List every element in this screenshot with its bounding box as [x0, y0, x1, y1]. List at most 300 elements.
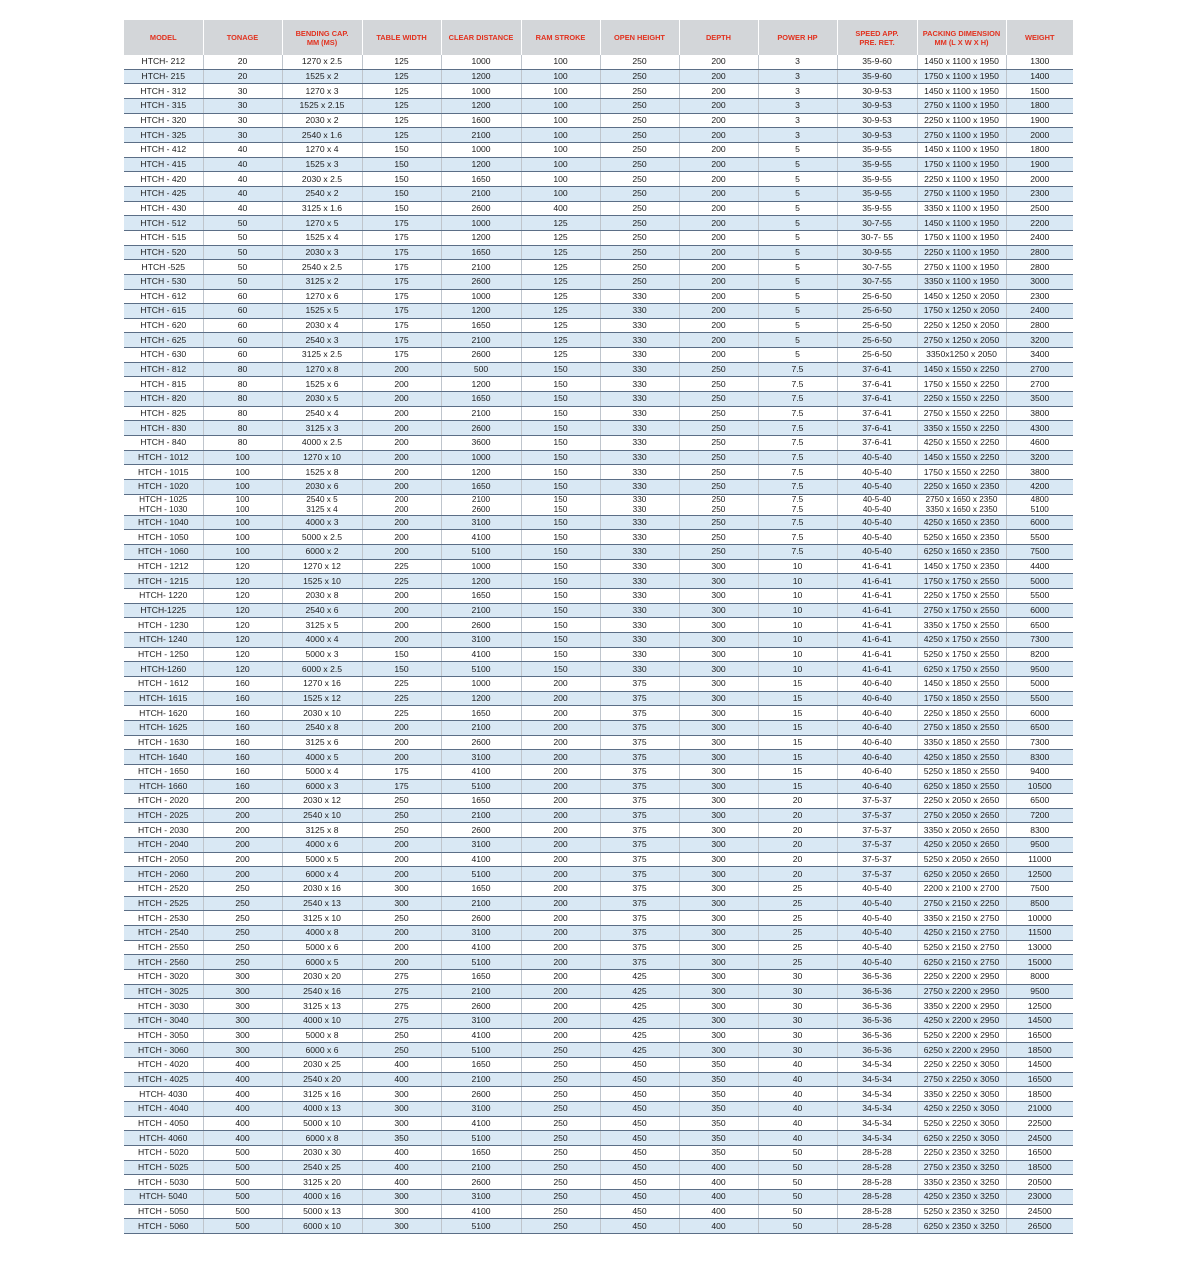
cell-ram-stroke: 200 [521, 867, 600, 882]
cell-tonage: 100 [203, 515, 282, 530]
cell-model: HTCH - 1630 [124, 735, 203, 750]
cell-model: HTCH - 840 [124, 436, 203, 451]
cell-clear-distance: 1000 [441, 55, 521, 69]
table-row [124, 1116, 1073, 1131]
table-row [124, 289, 1073, 304]
cell-packing-dimension: 2750 x 2050 x 2650 [917, 808, 1006, 823]
cell-clear-distance: 2600 [441, 1087, 521, 1102]
cell-open-height: 250 [600, 230, 679, 245]
cell-bending-cap: 1270 x 4 [282, 142, 362, 157]
cell-weight: 24500 [1006, 1131, 1073, 1146]
cell-weight: 14500 [1006, 1014, 1073, 1029]
cell-weight: 2400 [1006, 230, 1073, 245]
cell-power-hp: 7.5 [758, 450, 837, 465]
cell-open-height: 375 [600, 750, 679, 765]
cell-packing-dimension: 2250 x 1100 x 1950 [917, 113, 1006, 128]
cell-power-hp: 10 [758, 618, 837, 633]
cell-clear-distance: 2100 [441, 1072, 521, 1087]
table-row [124, 926, 1073, 941]
cell-depth: 200 [679, 230, 758, 245]
cell-power-hp: 40 [758, 1072, 837, 1087]
cell-power-hp: 40 [758, 1057, 837, 1072]
table-row [124, 1204, 1073, 1219]
cell-clear-distance: 2600 [441, 618, 521, 633]
cell-packing-dimension: 2250 x 2350 x 3250 [917, 1145, 1006, 1160]
cell-model: HTCH -525 [124, 260, 203, 275]
cell-packing-dimension: 3350x1250 x 2050 [917, 348, 1006, 363]
cell-tonage: 40 [203, 142, 282, 157]
cell-bending-cap: 5000 x 4 [282, 764, 362, 779]
cell-open-height: 250 [600, 245, 679, 260]
cell-tonage: 200 [203, 867, 282, 882]
cell-depth: 400 [679, 1175, 758, 1190]
table-row [124, 98, 1073, 113]
cell-weight: 4200 [1006, 480, 1073, 495]
cell-model: HTCH - 2560 [124, 955, 203, 970]
table-row [124, 1189, 1073, 1204]
cell-packing-dimension: 2250 x 1100 x 1950 [917, 245, 1006, 260]
cell-bending-cap: 4000 x 13 [282, 1101, 362, 1116]
cell-open-height: 450 [600, 1204, 679, 1219]
cell-weight: 18500 [1006, 1043, 1073, 1058]
cell-speed: 40-6-40 [837, 706, 917, 721]
cell-power-hp: 25 [758, 882, 837, 897]
cell-clear-distance: 2100 [441, 984, 521, 999]
table-row [124, 392, 1073, 407]
cell-table-width: 200 [362, 926, 441, 941]
cell-clear-distance: 1650 [441, 1057, 521, 1072]
cell-table-width: 150 [362, 142, 441, 157]
cell-ram-stroke: 100 [521, 142, 600, 157]
cell-packing-dimension: 1450 x 1100 x 1950 [917, 84, 1006, 99]
cell-power-hp: 30 [758, 1014, 837, 1029]
cell-weight: 8000 [1006, 970, 1073, 985]
cell-ram-stroke: 250 [521, 1087, 600, 1102]
cell-packing-dimension: 2250 x 1250 x 2050 [917, 318, 1006, 333]
cell-clear-distance: 2600 [441, 201, 521, 216]
cell-ram-stroke: 250 [521, 1043, 600, 1058]
cell-packing-dimension: 4250 x 2350 x 3250 [917, 1189, 1006, 1204]
cell-bending-cap: 3125 x 13 [282, 999, 362, 1014]
cell-tonage: 250 [203, 896, 282, 911]
table-row [124, 1101, 1073, 1116]
cell-ram-stroke: 200 [521, 940, 600, 955]
cell-packing-dimension: 2750 x 1100 x 1950 [917, 98, 1006, 113]
cell-power-hp: 7.5 [758, 480, 837, 495]
cell-power-hp: 5 [758, 333, 837, 348]
table-row [124, 823, 1073, 838]
cell-tonage: 120 [203, 647, 282, 662]
cell-speed: 40-6-40 [837, 779, 917, 794]
cell-table-width: 200 [362, 545, 441, 560]
cell-clear-distance: 2600 [441, 421, 521, 436]
cell-depth: 300 [679, 970, 758, 985]
cell-packing-dimension: 3350 x 2250 x 3050 [917, 1087, 1006, 1102]
table-row [124, 545, 1073, 560]
cell-table-width: 125 [362, 69, 441, 84]
cell-clear-distance: 2600 [441, 274, 521, 289]
cell-speed: 34-5-34 [837, 1072, 917, 1087]
cell-packing-dimension: 4250 x 2250 x 3050 [917, 1101, 1006, 1116]
cell-open-height: 250 [600, 98, 679, 113]
cell-packing-dimension: 3350 x 2050 x 2650 [917, 823, 1006, 838]
cell-power-hp: 5 [758, 186, 837, 201]
cell-model: HTCH - 5025 [124, 1160, 203, 1175]
cell-tonage: 50 [203, 260, 282, 275]
cell-bending-cap: 1525 x 5 [282, 304, 362, 319]
cell-weight: 4800 5100 [1006, 494, 1073, 515]
cell-power-hp: 50 [758, 1219, 837, 1234]
cell-ram-stroke: 125 [521, 289, 600, 304]
cell-open-height: 375 [600, 808, 679, 823]
cell-depth: 350 [679, 1101, 758, 1116]
cell-clear-distance: 1650 [441, 970, 521, 985]
cell-ram-stroke: 200 [521, 823, 600, 838]
cell-ram-stroke: 200 [521, 706, 600, 721]
cell-tonage: 80 [203, 362, 282, 377]
cell-table-width: 250 [362, 794, 441, 809]
cell-tonage: 200 [203, 823, 282, 838]
cell-packing-dimension: 2250 x 1650 x 2350 [917, 480, 1006, 495]
cell-power-hp: 7.5 [758, 421, 837, 436]
cell-packing-dimension: 1750 x 1100 x 1950 [917, 230, 1006, 245]
cell-power-hp: 20 [758, 794, 837, 809]
cell-open-height: 375 [600, 823, 679, 838]
cell-ram-stroke: 150 [521, 436, 600, 451]
cell-ram-stroke: 125 [521, 333, 600, 348]
cell-packing-dimension: 2750 x 2350 x 3250 [917, 1160, 1006, 1175]
cell-depth: 350 [679, 1131, 758, 1146]
cell-model: HTCH- 1620 [124, 706, 203, 721]
cell-weight: 22500 [1006, 1116, 1073, 1131]
cell-depth: 300 [679, 559, 758, 574]
cell-open-height: 375 [600, 691, 679, 706]
cell-tonage: 160 [203, 750, 282, 765]
cell-ram-stroke: 150 [521, 465, 600, 480]
cell-speed: 30-7-55 [837, 260, 917, 275]
cell-weight: 6500 [1006, 720, 1073, 735]
cell-table-width: 175 [362, 274, 441, 289]
cell-packing-dimension: 6250 x 1650 x 2350 [917, 545, 1006, 560]
cell-depth: 350 [679, 1145, 758, 1160]
cell-model: HTCH - 412 [124, 142, 203, 157]
cell-open-height: 250 [600, 69, 679, 84]
cell-open-height: 250 [600, 216, 679, 231]
cell-bending-cap: 5000 x 13 [282, 1204, 362, 1219]
cell-speed: 40-5-40 [837, 926, 917, 941]
cell-speed: 41-6-41 [837, 618, 917, 633]
cell-bending-cap: 3125 x 10 [282, 911, 362, 926]
cell-clear-distance: 4100 [441, 647, 521, 662]
cell-depth: 300 [679, 1043, 758, 1058]
cell-clear-distance: 1200 [441, 304, 521, 319]
cell-open-height: 450 [600, 1160, 679, 1175]
cell-open-height: 375 [600, 735, 679, 750]
cell-table-width: 400 [362, 1072, 441, 1087]
cell-speed: 35-9-55 [837, 157, 917, 172]
cell-open-height: 375 [600, 896, 679, 911]
cell-bending-cap: 1270 x 8 [282, 362, 362, 377]
table-row [124, 940, 1073, 955]
cell-depth: 250 [679, 480, 758, 495]
table-row [124, 304, 1073, 319]
cell-weight: 6000 [1006, 515, 1073, 530]
cell-ram-stroke: 250 [521, 1219, 600, 1234]
cell-bending-cap: 3125 x 8 [282, 823, 362, 838]
cell-ram-stroke: 200 [521, 735, 600, 750]
cell-power-hp: 3 [758, 113, 837, 128]
cell-ram-stroke: 150 [521, 559, 600, 574]
cell-clear-distance: 5100 [441, 545, 521, 560]
cell-speed: 37-6-41 [837, 377, 917, 392]
cell-speed: 37-5-37 [837, 867, 917, 882]
cell-speed: 34-5-34 [837, 1131, 917, 1146]
cell-open-height: 375 [600, 882, 679, 897]
cell-table-width: 200 [362, 480, 441, 495]
cell-bending-cap: 1525 x 8 [282, 465, 362, 480]
cell-bending-cap: 2540 x 4 [282, 406, 362, 421]
cell-power-hp: 5 [758, 172, 837, 187]
cell-open-height: 375 [600, 852, 679, 867]
cell-speed: 41-6-41 [837, 559, 917, 574]
cell-tonage: 160 [203, 764, 282, 779]
column-header-model: MODEL [124, 20, 203, 55]
cell-packing-dimension: 1450 x 1250 x 2050 [917, 289, 1006, 304]
cell-ram-stroke: 200 [521, 970, 600, 985]
cell-tonage: 300 [203, 984, 282, 999]
cell-tonage: 200 [203, 838, 282, 853]
table-row [124, 559, 1073, 574]
cell-open-height: 250 [600, 55, 679, 69]
cell-model: HTCH - 1612 [124, 676, 203, 691]
cell-clear-distance: 3100 [441, 838, 521, 853]
cell-weight: 7500 [1006, 882, 1073, 897]
cell-weight: 2000 [1006, 172, 1073, 187]
cell-packing-dimension: 2250 x 2050 x 2650 [917, 794, 1006, 809]
cell-packing-dimension: 4250 x 2050 x 2650 [917, 838, 1006, 853]
cell-table-width: 200 [362, 852, 441, 867]
cell-open-height: 425 [600, 1043, 679, 1058]
cell-bending-cap: 6000 x 10 [282, 1219, 362, 1234]
cell-model: HTCH - 2025 [124, 808, 203, 823]
cell-ram-stroke: 200 [521, 676, 600, 691]
cell-ram-stroke: 125 [521, 274, 600, 289]
cell-depth: 200 [679, 348, 758, 363]
cell-depth: 300 [679, 896, 758, 911]
cell-weight: 13000 [1006, 940, 1073, 955]
cell-power-hp: 20 [758, 838, 837, 853]
cell-bending-cap: 4000 x 8 [282, 926, 362, 941]
cell-ram-stroke: 150 [521, 392, 600, 407]
cell-tonage: 80 [203, 436, 282, 451]
cell-table-width: 400 [362, 1160, 441, 1175]
cell-ram-stroke: 125 [521, 260, 600, 275]
cell-table-width: 250 [362, 823, 441, 838]
cell-speed: 28-5-28 [837, 1204, 917, 1219]
cell-clear-distance: 5100 [441, 1043, 521, 1058]
table-row [124, 84, 1073, 99]
cell-clear-distance: 1000 [441, 216, 521, 231]
cell-table-width: 175 [362, 779, 441, 794]
cell-depth: 200 [679, 186, 758, 201]
cell-bending-cap: 2030 x 4 [282, 318, 362, 333]
column-header-open-height: OPEN HEIGHT [600, 20, 679, 55]
cell-clear-distance: 3100 [441, 515, 521, 530]
cell-depth: 300 [679, 750, 758, 765]
cell-clear-distance: 1650 [441, 480, 521, 495]
table-row [124, 676, 1073, 691]
cell-clear-distance: 1000 [441, 289, 521, 304]
cell-depth: 300 [679, 984, 758, 999]
cell-power-hp: 7.5 [758, 545, 837, 560]
cell-speed: 40-5-40 40-5-40 [837, 494, 917, 515]
cell-speed: 40-5-40 [837, 450, 917, 465]
cell-table-width: 200 200 [362, 494, 441, 515]
cell-bending-cap: 4000 x 10 [282, 1014, 362, 1029]
cell-speed: 25-6-50 [837, 304, 917, 319]
cell-table-width: 175 [362, 289, 441, 304]
table-row [124, 662, 1073, 677]
cell-packing-dimension: 3350 x 1750 x 2550 [917, 618, 1006, 633]
cell-table-width: 125 [362, 84, 441, 99]
cell-tonage: 400 [203, 1057, 282, 1072]
cell-tonage: 200 [203, 794, 282, 809]
cell-speed: 40-5-40 [837, 882, 917, 897]
cell-open-height: 250 [600, 186, 679, 201]
cell-packing-dimension: 2750 x 1750 x 2550 [917, 603, 1006, 618]
cell-open-height: 450 [600, 1145, 679, 1160]
cell-ram-stroke: 250 [521, 1072, 600, 1087]
cell-tonage: 500 [203, 1204, 282, 1219]
table-row [124, 1131, 1073, 1146]
cell-model: HTCH- 1660 [124, 779, 203, 794]
table-row [124, 436, 1073, 451]
cell-open-height: 450 [600, 1072, 679, 1087]
cell-tonage: 30 [203, 128, 282, 143]
cell-bending-cap: 3125 x 5 [282, 618, 362, 633]
cell-clear-distance: 1650 [441, 794, 521, 809]
cell-speed: 37-6-41 [837, 362, 917, 377]
cell-clear-distance: 2600 [441, 735, 521, 750]
cell-weight: 11500 [1006, 926, 1073, 941]
cell-depth: 250 [679, 392, 758, 407]
cell-depth: 200 [679, 55, 758, 69]
cell-bending-cap: 1270 x 5 [282, 216, 362, 231]
column-header-tonage: TONAGE [203, 20, 282, 55]
table-row [124, 984, 1073, 999]
cell-bending-cap: 3125 x 2.5 [282, 348, 362, 363]
cell-ram-stroke: 100 [521, 69, 600, 84]
cell-weight: 16500 [1006, 1072, 1073, 1087]
table-row [124, 999, 1073, 1014]
cell-speed: 25-6-50 [837, 333, 917, 348]
cell-clear-distance: 4100 [441, 764, 521, 779]
cell-table-width: 300 [362, 896, 441, 911]
cell-weight: 5500 [1006, 691, 1073, 706]
table-row [124, 838, 1073, 853]
table-row [124, 113, 1073, 128]
cell-clear-distance: 4100 [441, 530, 521, 545]
cell-tonage: 30 [203, 113, 282, 128]
cell-speed: 36-5-36 [837, 1028, 917, 1043]
cell-clear-distance: 3100 [441, 1189, 521, 1204]
cell-power-hp: 7.5 [758, 406, 837, 421]
table-row [124, 1087, 1073, 1102]
cell-speed: 41-6-41 [837, 662, 917, 677]
cell-tonage: 40 [203, 157, 282, 172]
cell-ram-stroke: 150 [521, 618, 600, 633]
cell-bending-cap: 2030 x 30 [282, 1145, 362, 1160]
cell-table-width: 200 [362, 450, 441, 465]
cell-weight: 16500 [1006, 1145, 1073, 1160]
cell-model: HTCH - 830 [124, 421, 203, 436]
cell-bending-cap: 6000 x 8 [282, 1131, 362, 1146]
cell-ram-stroke: 125 [521, 304, 600, 319]
cell-bending-cap: 3125 x 2 [282, 274, 362, 289]
cell-table-width: 300 [362, 1189, 441, 1204]
cell-tonage: 160 [203, 676, 282, 691]
cell-packing-dimension: 5250 x 2200 x 2950 [917, 1028, 1006, 1043]
cell-model: HTCH- 5040 [124, 1189, 203, 1204]
cell-speed: 35-9-55 [837, 186, 917, 201]
table-row [124, 142, 1073, 157]
cell-packing-dimension: 3350 x 2200 x 2950 [917, 999, 1006, 1014]
cell-packing-dimension: 2750 x 2200 x 2950 [917, 984, 1006, 999]
cell-tonage: 80 [203, 377, 282, 392]
cell-depth: 300 [679, 852, 758, 867]
cell-ram-stroke: 200 [521, 911, 600, 926]
cell-speed: 25-6-50 [837, 318, 917, 333]
cell-weight: 10500 [1006, 779, 1073, 794]
cell-packing-dimension: 3350 x 2150 x 2750 [917, 911, 1006, 926]
cell-tonage: 80 [203, 421, 282, 436]
cell-weight: 1300 [1006, 55, 1073, 69]
cell-packing-dimension: 2250 x 1850 x 2550 [917, 706, 1006, 721]
cell-speed: 37-5-37 [837, 838, 917, 853]
cell-ram-stroke: 200 [521, 838, 600, 853]
cell-power-hp: 40 [758, 1101, 837, 1116]
cell-depth: 250 [679, 530, 758, 545]
table-row [124, 896, 1073, 911]
cell-power-hp: 3 [758, 69, 837, 84]
cell-packing-dimension: 1450 x 1850 x 2550 [917, 676, 1006, 691]
cell-clear-distance: 4100 [441, 1204, 521, 1219]
cell-model: HTCH - 420 [124, 172, 203, 187]
cell-speed: 40-5-40 [837, 896, 917, 911]
cell-speed: 30-9-53 [837, 113, 917, 128]
cell-bending-cap: 2030 x 3 [282, 245, 362, 260]
cell-clear-distance: 1000 [441, 559, 521, 574]
cell-bending-cap: 4000 x 4 [282, 632, 362, 647]
cell-power-hp: 7.5 [758, 377, 837, 392]
cell-depth: 200 [679, 142, 758, 157]
cell-bending-cap: 1525 x 2.15 [282, 98, 362, 113]
cell-table-width: 225 [362, 706, 441, 721]
table-row [124, 970, 1073, 985]
cell-model: HTCH - 820 [124, 392, 203, 407]
cell-model: HTCH - 812 [124, 362, 203, 377]
cell-depth: 300 [679, 706, 758, 721]
cell-speed: 40-5-40 [837, 911, 917, 926]
cell-speed: 25-6-50 [837, 348, 917, 363]
cell-speed: 40-6-40 [837, 750, 917, 765]
cell-power-hp: 50 [758, 1160, 837, 1175]
cell-open-height: 375 [600, 794, 679, 809]
cell-open-height: 425 [600, 984, 679, 999]
cell-open-height: 330 [600, 348, 679, 363]
cell-bending-cap: 6000 x 5 [282, 955, 362, 970]
cell-depth: 200 [679, 201, 758, 216]
